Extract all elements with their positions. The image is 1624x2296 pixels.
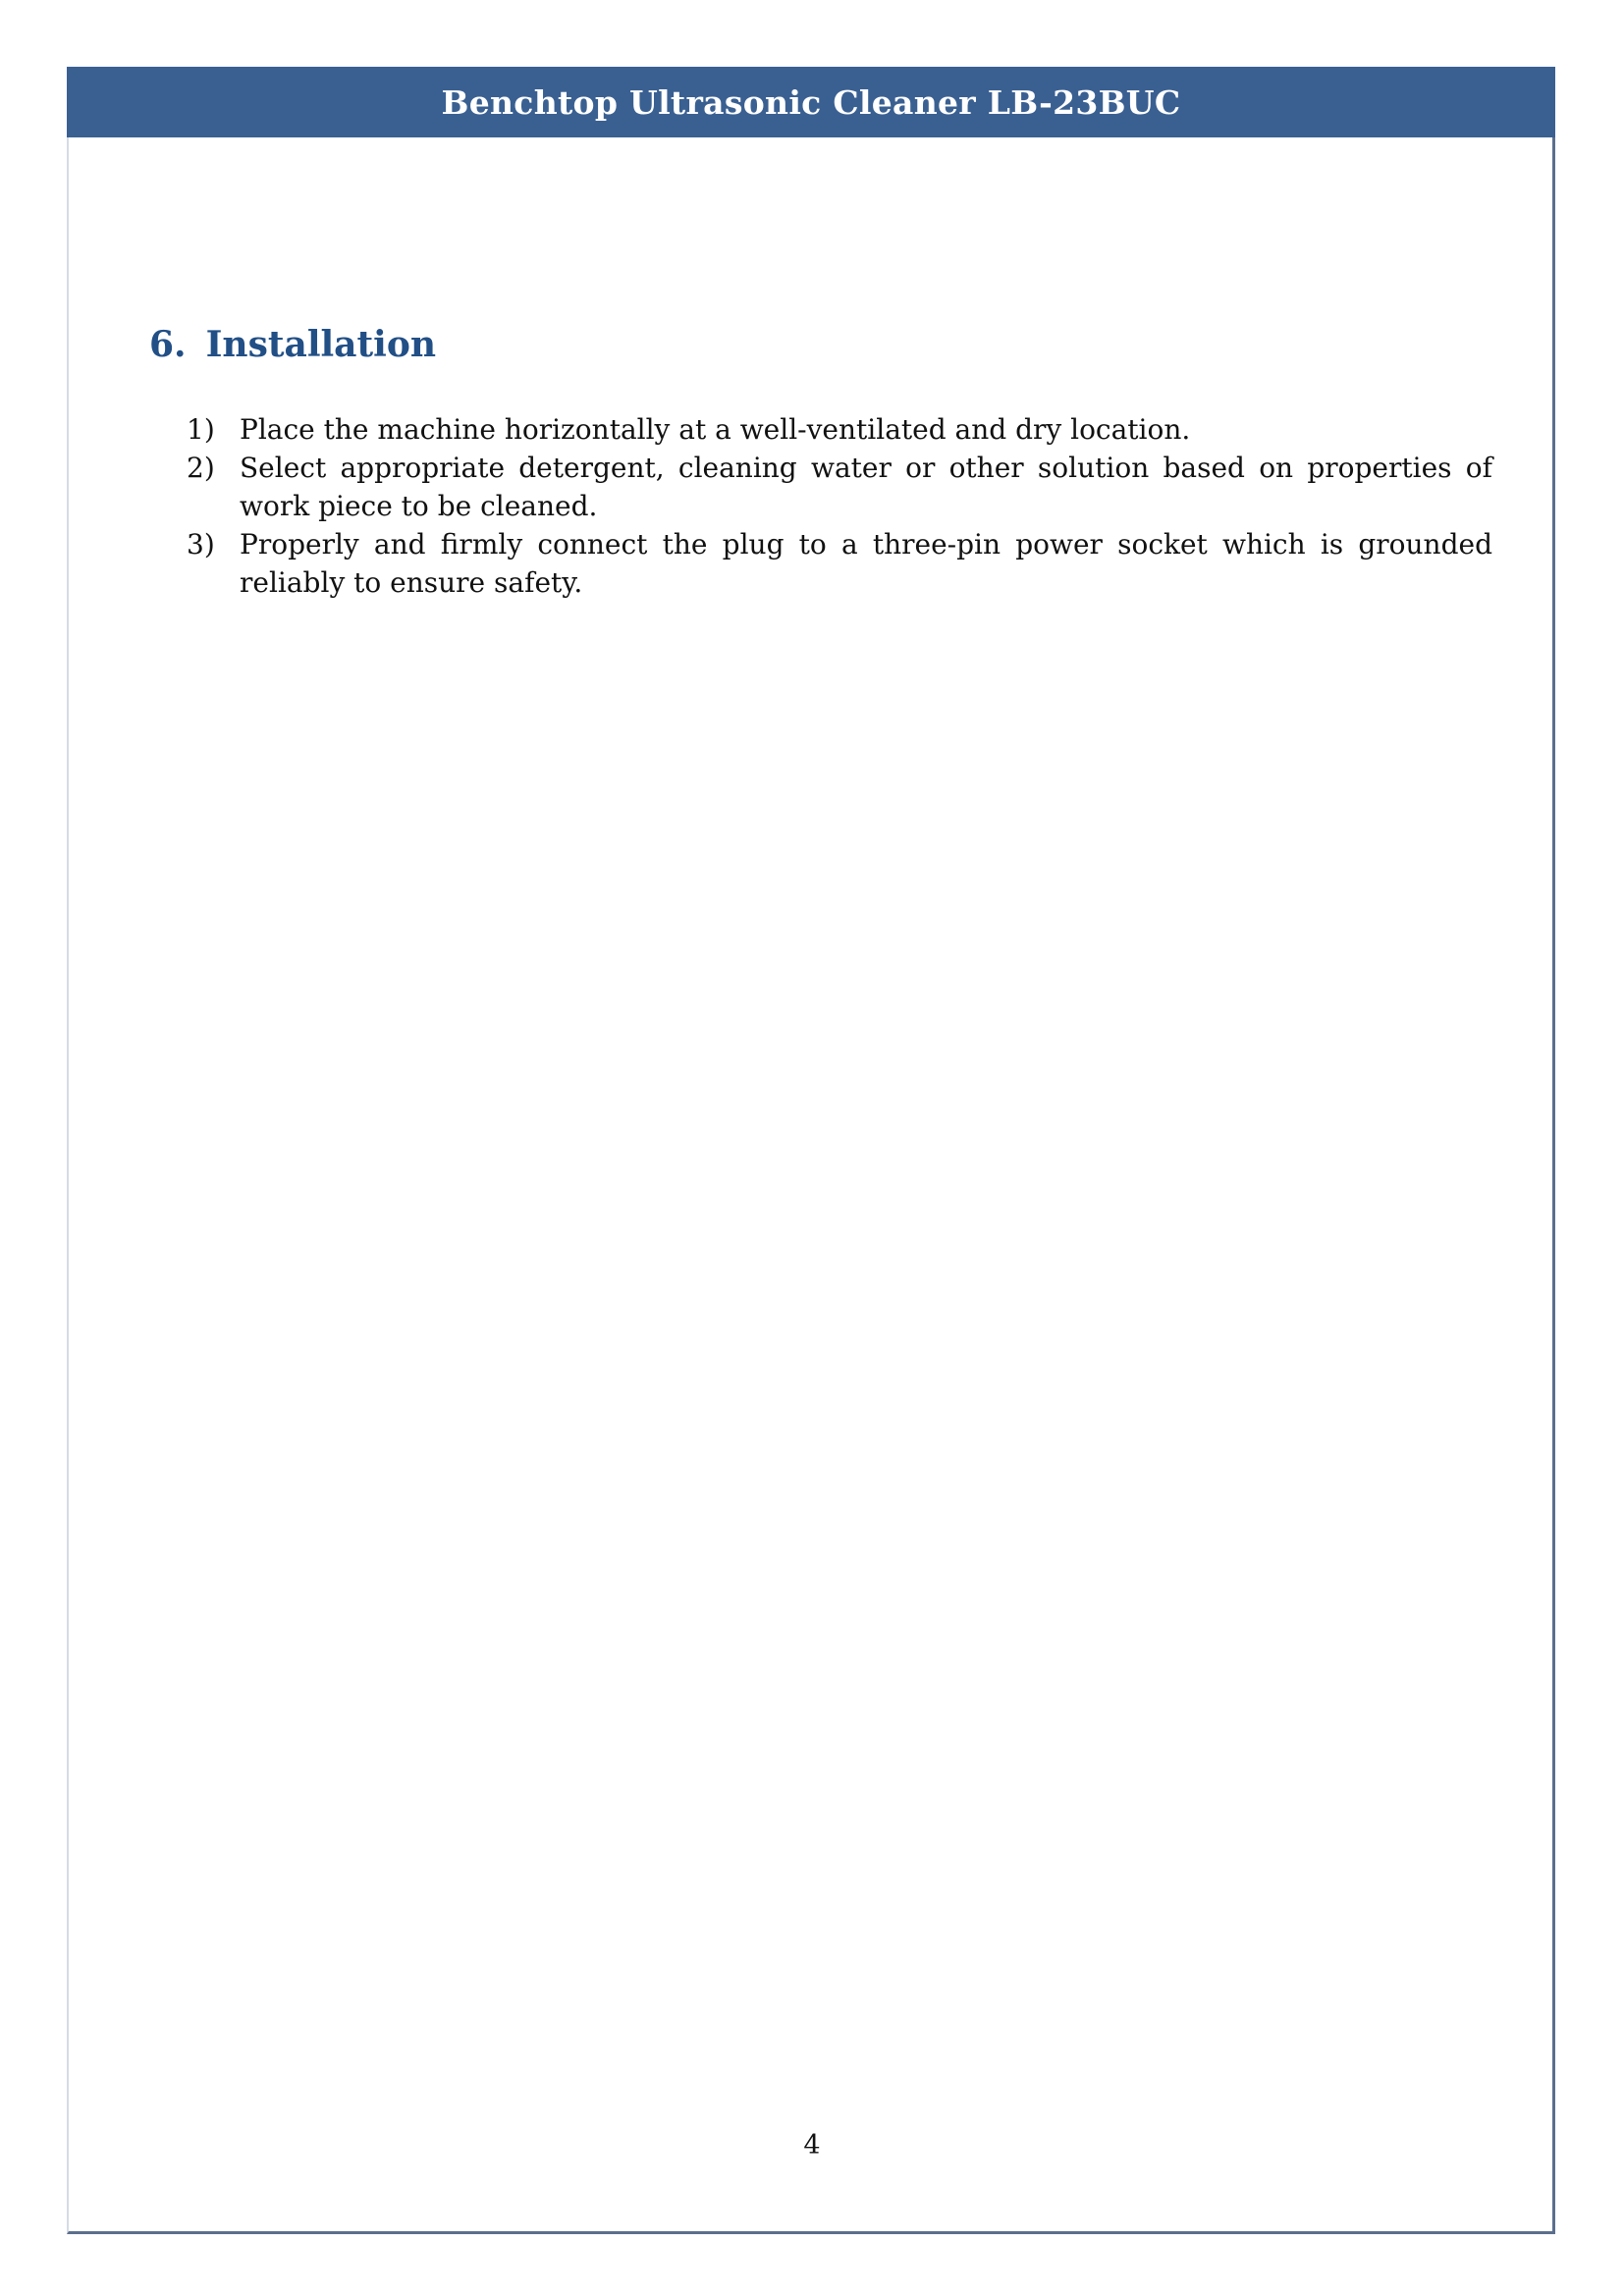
page-frame [67, 67, 1555, 2234]
step-text: Select appropriate detergent, cleaning water or other solution based on properties of work piece to be cleaned. [240, 452, 1492, 522]
document-title: Benchtop Ultrasonic Cleaner LB-23BUC [441, 82, 1181, 122]
section-heading [149, 324, 436, 365]
list-item [187, 525, 1492, 602]
section-number: 6. [149, 324, 187, 365]
step-marker: 2) [187, 452, 215, 484]
step-marker: 1) [187, 413, 215, 446]
list-item [187, 410, 1492, 449]
page-number: 4 [803, 2130, 821, 2161]
step-text: Place the machine horizontally at a well-ventilated and dry location. [240, 413, 1191, 446]
section-title: Installation [205, 324, 436, 365]
installation-steps-list [187, 410, 1492, 602]
list-item [187, 449, 1492, 525]
document-header [67, 67, 1555, 137]
step-text: Properly and firmly connect the plug to a three-pin power socket which is grounded reliably to ensure safety. [240, 528, 1492, 599]
step-marker: 3) [187, 528, 215, 561]
